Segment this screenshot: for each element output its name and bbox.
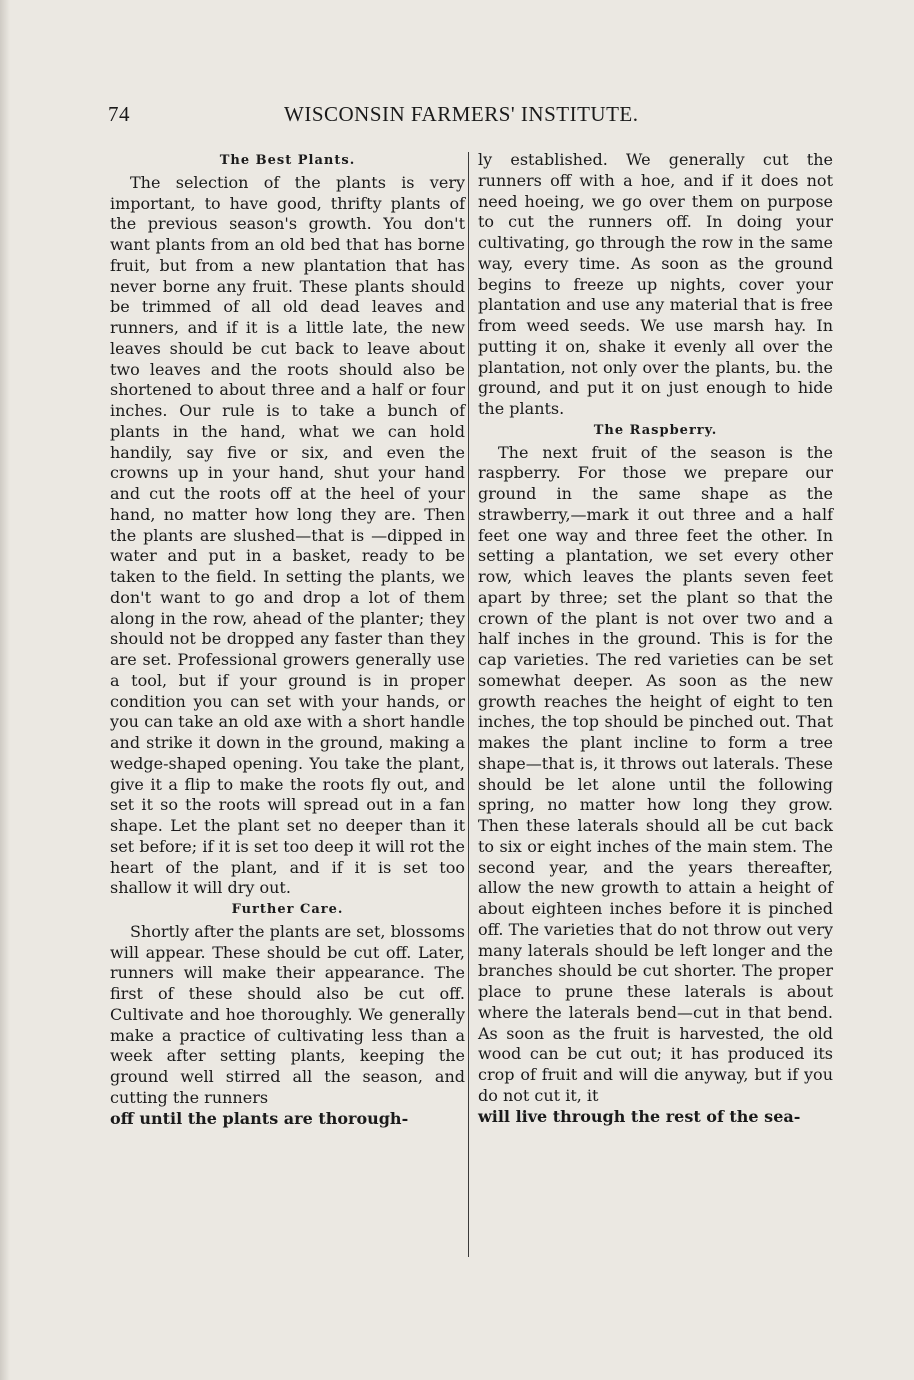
page-edge-shadow [0, 0, 10, 1380]
paragraph-continuation: ly established. We generally cut the runners off with a hoe, and if it does not need hoeing, we go over them on purpose to cut the runners off. In doing your cultivating, go through the row in the same way, every time. As soon as the ground begins to freeze up nights, cover your plantation and use any material that is free from weed seeds. We use marsh hay. In putting it on, shake it evenly all over the plantation, not only over the plants, bu. the ground, and put it on just enough to hide the plants. [478, 150, 833, 418]
section-heading-best-plants: The Best Plants. [219, 153, 356, 168]
section-heading-further-care: Further Care. [231, 902, 344, 917]
right-column [478, 150, 833, 1127]
paragraph-raspberry: The next fruit of the season is the raspberry. For those we prepare our ground in the same shape as the strawberry,—mark it out three and a half feet one way and three feet the other. In setting a plantation, we set every other row, which leaves the plants seven feet apart by three; set the plant so that the crown of the plant is not over two and a half inches in the ground. This is for the cap varieties. The red varieties can be set somewhat deeper. As soon as the new growth reaches the height of eight to ten inches, the top should be pinched out. That makes the plant incline to form a tree shape—that is, it throws out laterals. These should be let alone until the following spring, no matter how long they grow. Then these laterals should all be cut back to six or eight inches of the main stem. The second year, and the years thereafter, allow the new growth to attain a height of about eighteen inches before it is pinched off. The varieties that do not throw out very many laterals should be left longer and the branches should be cut shorter. The proper place to prune these laterals is about where the laterals bend—cut in that bend. As soon as the fruit is harvested, the old wood can be cut out; it has produced its crop of fruit and will die anyway, but if you do not cut it, it [478, 442, 833, 1105]
page-header [108, 102, 664, 132]
paragraph-raspberry-last-line: will live through the rest of the sea- [478, 1106, 801, 1126]
page-number: 74 [108, 102, 130, 126]
running-head: WISCONSIN FARMERS' INSTITUTE. [284, 102, 639, 126]
section-heading-raspberry: The Raspberry. [593, 422, 718, 438]
paragraph-further-care-last-line: off until the plants are thorough- [110, 1108, 409, 1128]
column-divider [468, 152, 469, 1257]
paragraph-further-care: Shortly after the plants are set, blossoms will appear. These should be cut off. Later, runners will make their appearance. The first of these should also be cut off. Cultivate and hoe thoroughly. We generally make a practice of cultivating less than a week after setting plants, keeping the ground well stirred all the season, and cutting the runners [110, 921, 465, 1107]
paragraph-best-plants: The selection of the plants is very important, to have good, thrifty plants of the previous season's growth. You don't want plants from an old bed that has borne fruit, but from a new plantation that has never borne any fruit. These plants should be trimmed of all old dead leaves and runners, and if it is a little late, the new leaves should be cut back to leave about two leaves and the roots should also be shortened to about three and a half or four inches. Our rule is to take a bunch of plants in the hand, what we can hold handily, say five or six, and even the crowns up in your hand, shut your hand and cut the roots off at the heel of your hand, no matter how long they are. Then the plants are slushed—that is —dipped in water and put in a basket, ready to be taken to the field. In setting the plants, we don't want to go and drop a lot of them along in the row, ahead of the planter; they should not be dropped any faster than they are set. Professional growers generally use a tool, but if your ground is in proper condition you can set with your hands, or you can take an old axe with a short handle and strike it down in the ground, making a wedge-shaped opening. You take the plant, give it a flip to make the roots fly out, and set it so the roots will spread out in a fan shape. Let the plant set no deeper than it set before; if it is set too deep it will rot the heart of the plant, and if it is set too shallow it will dry out. [110, 172, 465, 898]
left-column [110, 150, 465, 1129]
